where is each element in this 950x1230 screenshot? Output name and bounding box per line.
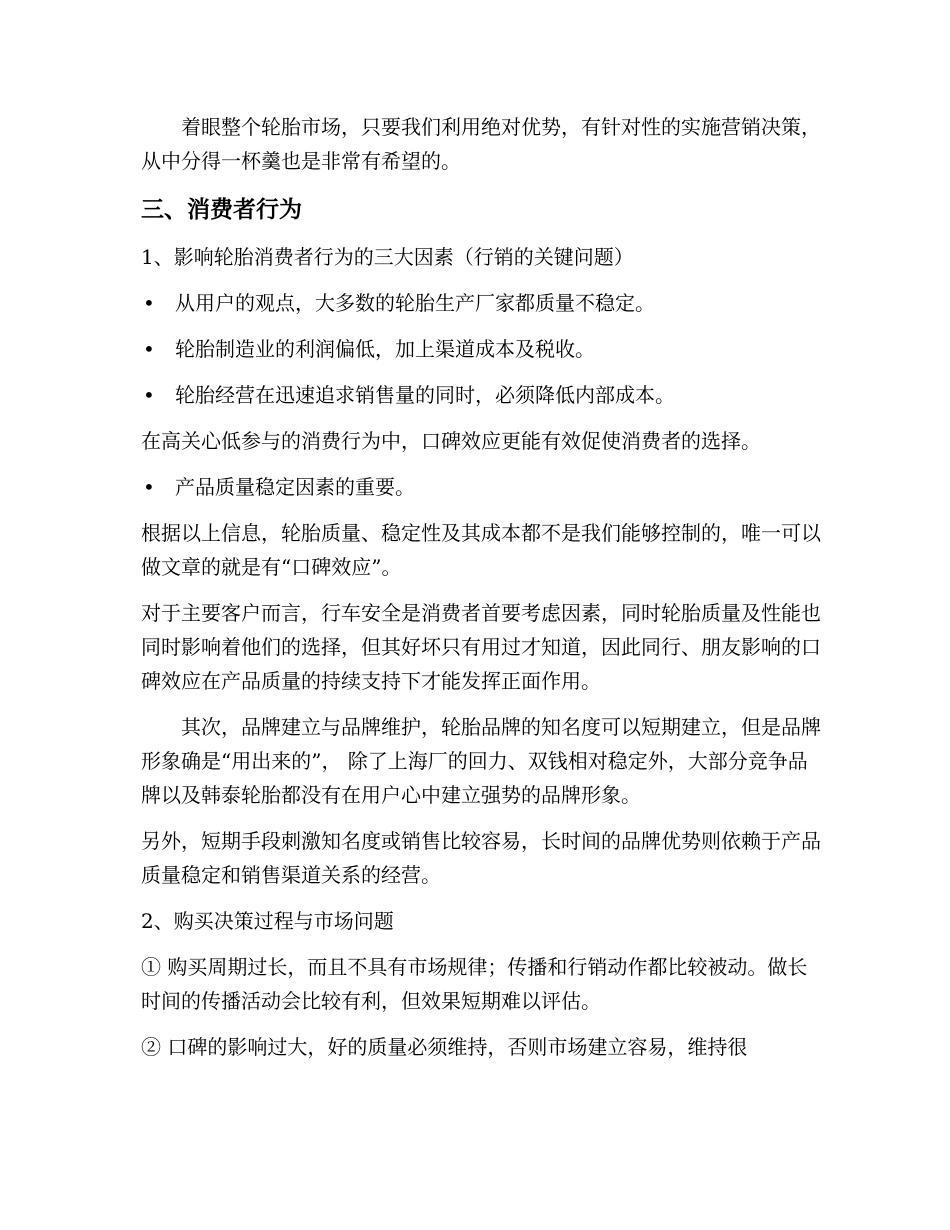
bullet-item: [141, 378, 821, 412]
paragraph-other: 另外，短期手段刺激知名度或销售比较容易，长时间的品牌优势则依赖于产品质量稳定和销售渠道关系的经营。: [141, 829, 821, 887]
numbered-item-1: ① 购买周期过长，而且不具有市场规律；传播和行销动作都比较被动。做长时间的传播活动会比较有利，但效果短期难以评估。: [141, 955, 808, 1013]
intro-paragraph: 着眼整个轮胎市场，只要我们利用绝对优势，有针对性的实施营销决策，从中分得一杯羹也是非常有希望的。: [141, 115, 821, 173]
section-heading-consumer-behavior: 三、消费者行为: [141, 197, 302, 223]
bullet-icon: •: [143, 291, 155, 315]
bullet-icon: •: [143, 337, 155, 361]
numbered-item-2: ② 口碑的影响过大，好的质量必须维持，否则市场建立容易，维持很: [141, 1035, 748, 1059]
subsection-title-factors: 1、影响轮胎消费者行为的三大因素（行销的关键问题）: [141, 245, 634, 269]
paragraph-main-customers: 对于主要客户而言，行车安全是消费者首要考虑因素，同时轮胎质量及性能也同时影响着他们的选择，但其好坏只有用过才知道，因此同行、朋友影响的口碑效应在产品质量的持续支持下才能发挥正面作用。: [141, 601, 821, 693]
bullet-icon: •: [143, 383, 155, 407]
bullet-text: 轮胎制造业的利润偏低，加上渠道成本及税收。: [175, 337, 595, 361]
bullet-item: [141, 470, 821, 504]
bullet-item: [141, 286, 821, 320]
bullet-item: [141, 332, 821, 366]
document-body: [141, 110, 821, 1076]
bullet-text: 产品质量稳定因素的重要。: [175, 475, 415, 499]
bullet-icon: •: [143, 475, 155, 499]
subsection-title-purchase-process: 2、购买决策过程与市场问题: [141, 909, 394, 933]
paragraph-brand: 其次，品牌建立与品牌维护，轮胎品牌的知名度可以短期建立，但是品牌形象确是“用出来的”， 除了上海厂的回力、双钱相对稳定外，大部分竞争品牌以及韩泰轮胎都没有在用户心中建立强势的品牌形象。: [141, 715, 821, 807]
paragraph-word-of-mouth: 在高关心低参与的消费行为中，口碑效应更能有效促使消费者的选择。: [141, 429, 761, 453]
bullet-text: 从用户的观点，大多数的轮胎生产厂家都质量不稳定。: [175, 291, 655, 315]
bullet-text: 轮胎经营在迅速追求销售量的同时，必须降低内部成本。: [175, 383, 675, 407]
paragraph-basis: 根据以上信息，轮胎质量、稳定性及其成本都不是我们能够控制的，唯一可以做文章的就是有“口碑效应”。: [141, 521, 821, 579]
